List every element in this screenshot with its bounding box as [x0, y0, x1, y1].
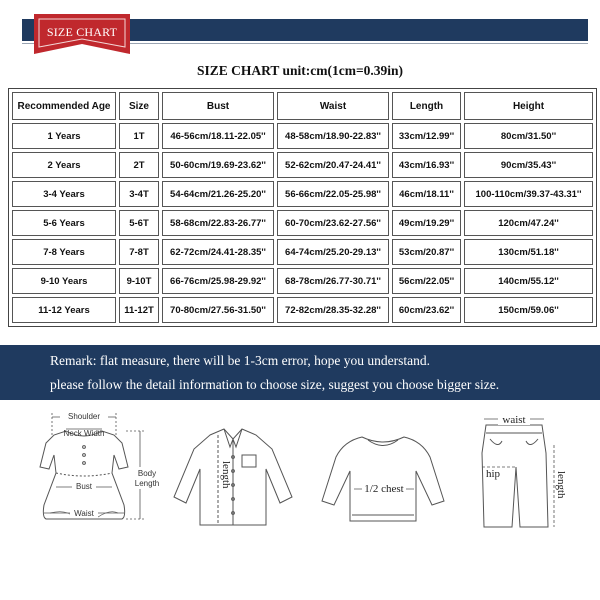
- cell-waist: 56-66cm/22.05-25.98'': [277, 181, 389, 207]
- neck-width-label: Neck Width: [63, 429, 105, 438]
- table-row: [12, 210, 593, 236]
- cell-height: 150cm/59.06'': [464, 297, 593, 323]
- cell-size: 7-8T: [119, 239, 159, 265]
- cell-height: 90cm/35.43'': [464, 152, 593, 178]
- cell-bust: 50-60cm/19.69-23.62'': [162, 152, 274, 178]
- waist-label: Waist: [74, 509, 94, 518]
- table-row: [12, 152, 593, 178]
- pants-length-label: length: [555, 471, 567, 499]
- dress-diagram: [14, 405, 164, 540]
- table-row: [12, 181, 593, 207]
- cell-bust: 46-56cm/18.11-22.05'': [162, 123, 274, 149]
- remark-line-1: Remark: flat measure, there will be 1-3cm error, hope you understand.: [50, 353, 430, 368]
- table-row: [12, 239, 593, 265]
- size-table: [8, 88, 597, 327]
- cell-height: 80cm/31.50'': [464, 123, 593, 149]
- cell-length: 53cm/20.87'': [392, 239, 461, 265]
- cell-length: 60cm/23.62'': [392, 297, 461, 323]
- body-length-label-1: Body: [137, 469, 157, 478]
- cell-size: 2T: [119, 152, 159, 178]
- cell-waist: 52-62cm/20.47-24.41'': [277, 152, 389, 178]
- shirt-diagram: [168, 405, 298, 535]
- body-length-label-2: Length: [134, 479, 160, 488]
- cell-age: 1 Years: [12, 123, 116, 149]
- cell-length: 43cm/16.93'': [392, 152, 461, 178]
- cell-bust: 58-68cm/22.83-26.77'': [162, 210, 274, 236]
- pants-waist-label: waist: [502, 414, 526, 426]
- hip-label: hip: [486, 468, 501, 480]
- cell-bust: 70-80cm/27.56-31.50'': [162, 297, 274, 323]
- cell-age: 7-8 Years: [12, 239, 116, 265]
- table-row: [12, 297, 593, 323]
- remark-line-2: please follow the detail information to choose size, suggest you choose bigger size.: [50, 377, 500, 392]
- shoulder-label: Shoulder: [67, 412, 101, 421]
- pants-diagram: [462, 405, 572, 535]
- table-row: [12, 268, 593, 294]
- cell-height: 120cm/47.24'': [464, 210, 593, 236]
- cell-age: 3-4 Years: [12, 181, 116, 207]
- cell-waist: 72-82cm/28.35-32.28'': [277, 297, 389, 323]
- cell-length: 33cm/12.99'': [392, 123, 461, 149]
- col-header-length: Length: [392, 92, 461, 120]
- table-header-row: [12, 92, 593, 120]
- page-title: SIZE CHART unit:cm(1cm=0.39in): [196, 63, 404, 78]
- col-header-waist: Waist: [277, 92, 389, 120]
- cell-size: 9-10T: [119, 268, 159, 294]
- cell-size: 1T: [119, 123, 159, 149]
- col-header-age: Recommended Age: [12, 92, 116, 120]
- cell-age: 11-12 Years: [12, 297, 116, 323]
- cell-size: 3-4T: [119, 181, 159, 207]
- cell-height: 100-110cm/39.37-43.31'': [464, 181, 593, 207]
- cell-height: 140cm/55.12'': [464, 268, 593, 294]
- bust-label: Bust: [75, 482, 93, 491]
- cell-length: 46cm/18.11'': [392, 181, 461, 207]
- cell-bust: 62-72cm/24.41-28.35'': [162, 239, 274, 265]
- chest-label: 1/2 chest: [364, 483, 404, 495]
- cell-waist: 60-70cm/23.62-27.56'': [277, 210, 389, 236]
- col-header-size: Size: [119, 92, 159, 120]
- cell-age: 2 Years: [12, 152, 116, 178]
- size-chart-tag: [34, 14, 130, 54]
- cell-size: 5-6T: [119, 210, 159, 236]
- cell-size: 11-12T: [119, 297, 159, 323]
- table-row: [12, 123, 593, 149]
- cell-waist: 68-78cm/26.77-30.71'': [277, 268, 389, 294]
- cell-height: 130cm/51.18'': [464, 239, 593, 265]
- col-header-bust: Bust: [162, 92, 274, 120]
- cell-length: 49cm/19.29'': [392, 210, 461, 236]
- cell-age: 9-10 Years: [12, 268, 116, 294]
- sweater-diagram: [318, 405, 448, 535]
- cell-bust: 66-76cm/25.98-29.92'': [162, 268, 274, 294]
- cell-waist: 64-74cm/25.20-29.13'': [277, 239, 389, 265]
- shirt-length-label: length: [220, 461, 232, 489]
- col-header-height: Height: [464, 92, 593, 120]
- cell-length: 56cm/22.05'': [392, 268, 461, 294]
- cell-bust: 54-64cm/21.26-25.20'': [162, 181, 274, 207]
- cell-age: 5-6 Years: [12, 210, 116, 236]
- tag-label: SIZE CHART: [46, 25, 118, 39]
- remark-banner: [0, 345, 600, 400]
- cell-waist: 48-58cm/18.90-22.83'': [277, 123, 389, 149]
